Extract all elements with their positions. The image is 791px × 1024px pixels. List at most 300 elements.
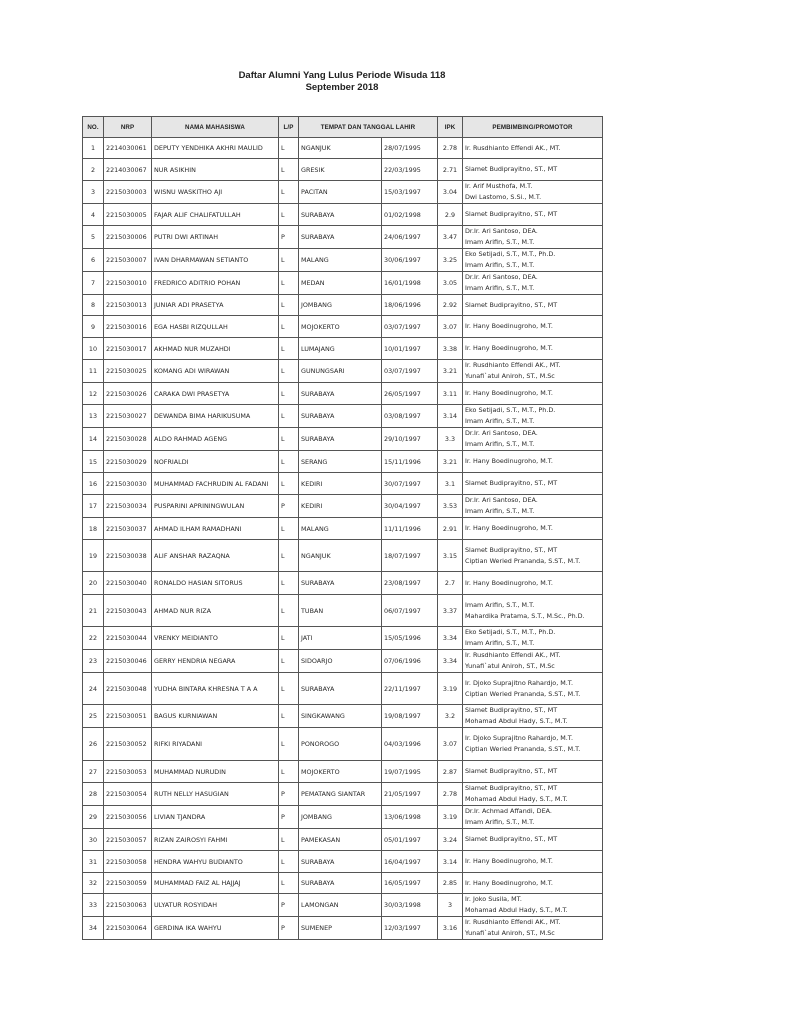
cell-ipk: 3.14 [438, 405, 463, 428]
cell-tanggal-lahir: 05/01/1997 [382, 829, 438, 851]
advisor-name: Eko Setijadi, S.T., M.T., Ph.D. [465, 628, 556, 636]
header-ttl: TEMPAT DAN TANGGAL LAHIR [299, 117, 438, 138]
cell-tanggal-lahir: 30/07/1997 [382, 473, 438, 495]
cell-lp: L [279, 181, 299, 204]
cell-no: 5 [83, 226, 104, 249]
cell-ipk: 2.78 [438, 138, 463, 159]
table-body [83, 138, 603, 940]
table-row [83, 360, 603, 383]
cell-tempat-lahir: PACITAN [299, 181, 382, 204]
table-row [83, 272, 603, 295]
cell-tempat-lahir: SIDOARJO [299, 650, 382, 673]
cell-pembimbing [463, 783, 603, 806]
cell-nrp: 2215030037 [104, 518, 152, 540]
advisor-name: Ir. Hany Boedinugroho, M.T. [465, 457, 553, 465]
cell-nrp: 2215030005 [104, 204, 152, 226]
cell-no: 2 [83, 159, 104, 181]
alumni-table [82, 116, 603, 940]
cell-nrp: 2215030026 [104, 383, 152, 405]
table-row [83, 495, 603, 518]
cell-ipk: 2.92 [438, 295, 463, 316]
cell-nrp: 2215030017 [104, 338, 152, 360]
cell-ipk: 3.19 [438, 673, 463, 705]
cell-ipk: 3.47 [438, 226, 463, 249]
table-row [83, 451, 603, 473]
advisor-name: Yunafi`atul Aniroh, ST., M.Sc [465, 929, 555, 937]
cell-tempat-lahir: NGANJUK [299, 540, 382, 572]
cell-pembimbing [463, 405, 603, 428]
cell-ipk: 3.53 [438, 495, 463, 518]
cell-no: 20 [83, 572, 104, 595]
table-header-row [83, 117, 603, 138]
cell-tempat-lahir: SINGKAWANG [299, 705, 382, 728]
table-row [83, 295, 603, 316]
cell-tanggal-lahir: 03/07/1997 [382, 316, 438, 338]
cell-nama: MUHAMMAD NURUDIN [152, 761, 279, 783]
cell-tempat-lahir: LAMONGAN [299, 894, 382, 917]
cell-nrp: 2215030052 [104, 728, 152, 761]
cell-nrp: 2215030028 [104, 428, 152, 451]
cell-tanggal-lahir: 01/02/1998 [382, 204, 438, 226]
advisor-name: Ir. Arif Musthofa, M.T. [465, 182, 533, 190]
header-lp: L/P [279, 117, 299, 138]
cell-pembimbing [463, 360, 603, 383]
cell-pembimbing [463, 728, 603, 761]
cell-ipk: 3.07 [438, 316, 463, 338]
cell-nrp: 2215030013 [104, 295, 152, 316]
cell-tanggal-lahir: 28/07/1995 [382, 138, 438, 159]
cell-tempat-lahir: SURABAYA [299, 204, 382, 226]
cell-tanggal-lahir: 23/08/1997 [382, 572, 438, 595]
cell-tanggal-lahir: 22/03/1995 [382, 159, 438, 181]
cell-ipk: 3.05 [438, 272, 463, 295]
advisor-name: Mohamad Abdul Hady, S.T., M.T. [465, 717, 568, 725]
cell-tanggal-lahir: 15/11/1996 [382, 451, 438, 473]
advisor-name: Slamet Budiprayitno, ST., MT [465, 784, 558, 792]
cell-tempat-lahir: GUNUNGSARI [299, 360, 382, 383]
cell-ipk: 3.04 [438, 181, 463, 204]
cell-nrp: 2215030007 [104, 249, 152, 272]
table-row [83, 783, 603, 806]
advisor-name: Ir. Hany Boedinugroho, M.T. [465, 524, 553, 532]
advisor-name: Dr.Ir. Ari Santoso, DEA. [465, 496, 538, 504]
cell-tempat-lahir: KEDIRI [299, 473, 382, 495]
cell-no: 25 [83, 705, 104, 728]
cell-pembimbing [463, 428, 603, 451]
cell-ipk: 3.15 [438, 540, 463, 572]
document-subtitle: September 2018 [305, 82, 379, 93]
advisor-name: Dr.Ir. Achmad Affandi, DEA. [465, 807, 552, 815]
header-nrp: NRP [104, 117, 152, 138]
cell-tanggal-lahir: 03/08/1997 [382, 405, 438, 428]
cell-tempat-lahir: SURABAYA [299, 673, 382, 705]
cell-tanggal-lahir: 03/07/1997 [382, 360, 438, 383]
cell-ipk: 3.2 [438, 705, 463, 728]
table-row [83, 316, 603, 338]
cell-tempat-lahir: SURABAYA [299, 873, 382, 894]
cell-lp: L [279, 705, 299, 728]
cell-pembimbing [463, 673, 603, 705]
cell-lp: L [279, 316, 299, 338]
cell-pembimbing [463, 473, 603, 495]
cell-pembimbing [463, 159, 603, 181]
cell-tanggal-lahir: 26/05/1997 [382, 383, 438, 405]
cell-lp: L [279, 851, 299, 873]
cell-pembimbing [463, 705, 603, 728]
cell-nrp: 2215030046 [104, 650, 152, 673]
table-row [83, 383, 603, 405]
cell-no: 34 [83, 917, 104, 940]
cell-pembimbing [463, 451, 603, 473]
table-row [83, 728, 603, 761]
cell-no: 23 [83, 650, 104, 673]
cell-nrp: 2215030034 [104, 495, 152, 518]
cell-ipk: 3.38 [438, 338, 463, 360]
cell-nama: AKHMAD NUR MUZAHDI [152, 338, 279, 360]
advisor-name: Imam Arifin, S.T., M.T. [465, 507, 535, 515]
cell-nrp: 2215030058 [104, 851, 152, 873]
cell-nrp: 2215030038 [104, 540, 152, 572]
cell-pembimbing [463, 338, 603, 360]
cell-nrp: 2215030057 [104, 829, 152, 851]
cell-lp: L [279, 138, 299, 159]
cell-lp: L [279, 518, 299, 540]
cell-tempat-lahir: MALANG [299, 249, 382, 272]
cell-tanggal-lahir: 30/04/1997 [382, 495, 438, 518]
cell-ipk: 3.11 [438, 383, 463, 405]
cell-tanggal-lahir: 19/07/1995 [382, 761, 438, 783]
cell-tempat-lahir: LUMAJANG [299, 338, 382, 360]
cell-nama: NOFRIALDI [152, 451, 279, 473]
cell-lp: L [279, 405, 299, 428]
advisor-name: Yunafi`atul Aniroh, ST., M.Sc [465, 372, 555, 380]
cell-nama: FREDRICO ADITRIO POHAN [152, 272, 279, 295]
cell-lp: L [279, 159, 299, 181]
cell-nrp: 2215030029 [104, 451, 152, 473]
cell-pembimbing [463, 295, 603, 316]
cell-tanggal-lahir: 29/10/1997 [382, 428, 438, 451]
cell-tanggal-lahir: 18/06/1996 [382, 295, 438, 316]
cell-lp: L [279, 451, 299, 473]
cell-tanggal-lahir: 30/03/1998 [382, 894, 438, 917]
cell-no: 17 [83, 495, 104, 518]
cell-nama: VRENKY MEIDIANTO [152, 627, 279, 650]
cell-tempat-lahir: JATI [299, 627, 382, 650]
cell-nrp: 2215030043 [104, 595, 152, 627]
cell-tanggal-lahir: 22/11/1997 [382, 673, 438, 705]
advisor-name: Slamet Budiprayitno, ST., MT [465, 706, 558, 714]
cell-tempat-lahir: MEDAN [299, 272, 382, 295]
advisor-name: Ir. Djoko Suprajitno Rahardjo, M.T. [465, 678, 573, 687]
cell-pembimbing [463, 806, 603, 829]
cell-pembimbing [463, 383, 603, 405]
cell-pembimbing [463, 917, 603, 940]
cell-tanggal-lahir: 13/06/1998 [382, 806, 438, 829]
advisor-name: Slamet Budiprayitno, ST., MT [465, 479, 558, 487]
cell-no: 33 [83, 894, 104, 917]
header-nama: NAMA MAHASISWA [152, 117, 279, 138]
cell-tanggal-lahir: 10/01/1997 [382, 338, 438, 360]
cell-pembimbing [463, 572, 603, 595]
cell-tempat-lahir: SURABAYA [299, 572, 382, 595]
cell-lp: L [279, 204, 299, 226]
cell-lp: L [279, 272, 299, 295]
cell-pembimbing [463, 851, 603, 873]
cell-no: 30 [83, 829, 104, 851]
cell-ipk: 3.34 [438, 650, 463, 673]
advisor-name: Dwi Lastomo, S.Si., M.T. [465, 193, 542, 201]
table-row [83, 428, 603, 451]
cell-ipk: 3.19 [438, 806, 463, 829]
advisor-name: Ir. Hany Boedinugroho, M.T. [465, 578, 553, 587]
cell-lp: L [279, 829, 299, 851]
advisor-name: Dr.Ir. Ari Santoso, DEA. [465, 273, 538, 281]
advisor-name: Ir. Rusdhianto Effendi AK., MT. [465, 143, 561, 152]
cell-pembimbing [463, 873, 603, 894]
cell-no: 29 [83, 806, 104, 829]
advisor-name: Ciptian Weried Prananda, S.ST., M.T. [465, 745, 581, 753]
cell-tempat-lahir: MALANG [299, 518, 382, 540]
table-row [83, 572, 603, 595]
table-row [83, 518, 603, 540]
cell-nama: RIFKI RIYADANI [152, 728, 279, 761]
cell-no: 26 [83, 728, 104, 761]
cell-pembimbing [463, 627, 603, 650]
cell-nrp: 2214030061 [104, 138, 152, 159]
cell-lp: L [279, 761, 299, 783]
cell-ipk: 3.25 [438, 249, 463, 272]
cell-tanggal-lahir: 11/11/1996 [382, 518, 438, 540]
cell-nama: IVAN DHARMAWAN SETIANTO [152, 249, 279, 272]
cell-pembimbing [463, 829, 603, 851]
table-row [83, 181, 603, 204]
advisor-name: Slamet Budiprayitno, ST., MT [465, 210, 558, 218]
table-row [83, 829, 603, 851]
cell-nrp: 2215030006 [104, 226, 152, 249]
cell-pembimbing [463, 226, 603, 249]
cell-tanggal-lahir: 16/05/1997 [382, 873, 438, 894]
cell-nama: RIZAN ZAIROSYI FAHMI [152, 829, 279, 851]
cell-nama: PUSPARINI APRININGWULAN [152, 495, 279, 518]
cell-tempat-lahir: PEMATANG SIANTAR [299, 783, 382, 806]
cell-lp: L [279, 728, 299, 761]
cell-tempat-lahir: SURABAYA [299, 851, 382, 873]
cell-tanggal-lahir: 24/06/1997 [382, 226, 438, 249]
cell-pembimbing [463, 316, 603, 338]
cell-pembimbing [463, 518, 603, 540]
cell-nrp: 2215030016 [104, 316, 152, 338]
cell-no: 6 [83, 249, 104, 272]
cell-no: 9 [83, 316, 104, 338]
cell-nama: AHMAD ILHAM RAMADHANI [152, 518, 279, 540]
table-row [83, 761, 603, 783]
cell-lp: L [279, 873, 299, 894]
cell-nama: GERRY HENDRIA NEGARA [152, 650, 279, 673]
cell-tanggal-lahir: 15/03/1997 [382, 181, 438, 204]
cell-no: 13 [83, 405, 104, 428]
table-row [83, 595, 603, 627]
cell-no: 24 [83, 673, 104, 705]
cell-tanggal-lahir: 12/03/1997 [382, 917, 438, 940]
cell-pembimbing [463, 650, 603, 673]
cell-nrp: 2215030064 [104, 917, 152, 940]
cell-nama: AHMAD NUR RIZA [152, 595, 279, 627]
cell-nrp: 2215030054 [104, 783, 152, 806]
cell-nama: BAGUS KURNIAWAN [152, 705, 279, 728]
cell-nrp: 2215030040 [104, 572, 152, 595]
table-row [83, 249, 603, 272]
cell-nama: NUR ASIKHIN [152, 159, 279, 181]
cell-no: 28 [83, 783, 104, 806]
cell-nama: DEWANDA BIMA HARIKUSUMA [152, 405, 279, 428]
cell-no: 14 [83, 428, 104, 451]
table-row [83, 917, 603, 940]
table-row [83, 705, 603, 728]
table-row [83, 673, 603, 705]
cell-tempat-lahir: JOMBANG [299, 295, 382, 316]
cell-no: 3 [83, 181, 104, 204]
advisor-name: Eko Setijadi, S.T., M.T., Ph.D. [465, 250, 556, 258]
cell-nrp: 2215030010 [104, 272, 152, 295]
cell-lp: P [279, 226, 299, 249]
cell-tempat-lahir: MOJOKERTO [299, 316, 382, 338]
cell-nrp: 2215030025 [104, 360, 152, 383]
advisor-name: Slamet Budiprayitno, ST., MT [465, 545, 558, 554]
cell-pembimbing [463, 894, 603, 917]
advisor-name: Yunafi`atul Aniroh, ST., M.Sc [465, 662, 555, 670]
cell-ipk: 3.16 [438, 917, 463, 940]
advisor-name: Imam Arifin, S.T., M.T. [465, 284, 535, 292]
table-row [83, 627, 603, 650]
cell-tanggal-lahir: 06/07/1997 [382, 595, 438, 627]
cell-ipk: 3.14 [438, 851, 463, 873]
cell-lp: L [279, 360, 299, 383]
cell-nama: LIVIAN TJANDRA [152, 806, 279, 829]
cell-tempat-lahir: JOMBANG [299, 806, 382, 829]
table-row [83, 650, 603, 673]
advisor-name: Dr.Ir. Ari Santoso, DEA. [465, 429, 538, 437]
cell-nama: PUTRI DWI ARTINAH [152, 226, 279, 249]
header-pembimbing: PEMBIMBING/PROMOTOR [463, 117, 603, 138]
advisor-name: Imam Arifin, S.T., M.T. [465, 238, 535, 246]
cell-no: 10 [83, 338, 104, 360]
cell-tanggal-lahir: 18/07/1997 [382, 540, 438, 572]
cell-ipk: 3.07 [438, 728, 463, 761]
advisor-name: Ir. Hany Boedinugroho, M.T. [465, 322, 553, 330]
cell-ipk: 3.37 [438, 595, 463, 627]
cell-lp: L [279, 338, 299, 360]
cell-pembimbing [463, 595, 603, 627]
cell-no: 16 [83, 473, 104, 495]
header-ipk: IPK [438, 117, 463, 138]
advisor-name: Ir. Rusdhianto Effendi AK., MT. [465, 361, 561, 369]
cell-ipk: 2.71 [438, 159, 463, 181]
cell-ipk: 2.78 [438, 783, 463, 806]
advisor-name: Ir. Rusdhianto Effendi AK., MT. [465, 651, 561, 659]
table-row [83, 851, 603, 873]
cell-ipk: 2.87 [438, 761, 463, 783]
cell-lp: L [279, 540, 299, 572]
advisor-name: Ir. Joko Susila, MT. [465, 895, 522, 903]
advisor-name: Ir. Djoko Suprajitno Rahardjo, M.T. [465, 734, 573, 742]
cell-tempat-lahir: SURABAYA [299, 226, 382, 249]
cell-pembimbing [463, 761, 603, 783]
cell-tempat-lahir: SURABAYA [299, 383, 382, 405]
cell-tanggal-lahir: 16/01/1998 [382, 272, 438, 295]
cell-ipk: 3.34 [438, 627, 463, 650]
cell-lp: P [279, 806, 299, 829]
cell-no: 1 [83, 138, 104, 159]
cell-no: 4 [83, 204, 104, 226]
cell-lp: L [279, 249, 299, 272]
cell-lp: P [279, 894, 299, 917]
cell-ipk: 2.91 [438, 518, 463, 540]
table-row [83, 473, 603, 495]
cell-nama: GERDINA IKA WAHYU [152, 917, 279, 940]
advisor-name: Slamet Budiprayitno, ST., MT [465, 835, 558, 843]
document-title: Daftar Alumni Yang Lulus Periode Wisuda 118 [238, 70, 446, 81]
cell-ipk: 3.3 [438, 428, 463, 451]
cell-nama: JUNIAR ADI PRASETYA [152, 295, 279, 316]
cell-tempat-lahir: SERANG [299, 451, 382, 473]
cell-tempat-lahir: SURABAYA [299, 405, 382, 428]
cell-nama: RONALDO HASIAN SITORUS [152, 572, 279, 595]
cell-tanggal-lahir: 19/08/1997 [382, 705, 438, 728]
cell-nama: ULYATUR ROSYIDAH [152, 894, 279, 917]
cell-nama: MUHAMMAD FAIZ AL HAJJAJ [152, 873, 279, 894]
cell-nrp: 2215030030 [104, 473, 152, 495]
cell-nama: FAJAR ALIF CHALIFATULLAH [152, 204, 279, 226]
cell-nrp: 2215030048 [104, 673, 152, 705]
advisor-name: Slamet Budiprayitno, ST., MT [465, 767, 558, 775]
table-row [83, 138, 603, 159]
cell-no: 31 [83, 851, 104, 873]
cell-tempat-lahir: PAMEKASAN [299, 829, 382, 851]
cell-lp: P [279, 783, 299, 806]
cell-lp: L [279, 428, 299, 451]
cell-tempat-lahir: TUBAN [299, 595, 382, 627]
cell-tempat-lahir: SURABAYA [299, 428, 382, 451]
advisor-name: Ir. Rusdhianto Effendi AK., MT. [465, 918, 561, 926]
cell-ipk: 3 [438, 894, 463, 917]
table-row [83, 159, 603, 181]
cell-nrp: 2214030067 [104, 159, 152, 181]
cell-nama: MUHAMMAD FACHRUDIN AL FADANI [152, 473, 279, 495]
cell-nrp: 2215030063 [104, 894, 152, 917]
cell-nama: WISNU WASKITHO AJI [152, 181, 279, 204]
advisor-name: Imam Arifin, S.T., M.T. [465, 261, 535, 269]
cell-nrp: 2215030051 [104, 705, 152, 728]
cell-tanggal-lahir: 07/06/1996 [382, 650, 438, 673]
advisor-name: Mahardika Pratama, S.T., M.Sc., Ph.D. [465, 611, 585, 620]
advisor-name: Mohamad Abdul Hady, S.T., M.T. [465, 795, 568, 803]
table-row [83, 405, 603, 428]
cell-no: 7 [83, 272, 104, 295]
cell-nama: YUDHA BINTARA KHRESNA T A A [152, 673, 279, 705]
table-row [83, 806, 603, 829]
advisor-name: Imam Arifin, S.T., M.T. [465, 818, 535, 826]
cell-no: 22 [83, 627, 104, 650]
advisor-name: Dr.Ir. Ari Santoso, DEA. [465, 227, 538, 235]
table-row [83, 226, 603, 249]
cell-tanggal-lahir: 15/05/1996 [382, 627, 438, 650]
cell-nama: DEPUTY YENDHIKA AKHRI MAULID [152, 138, 279, 159]
cell-tanggal-lahir: 21/05/1997 [382, 783, 438, 806]
cell-tanggal-lahir: 30/06/1997 [382, 249, 438, 272]
advisor-name: Ciptian Weried Prananda, S.ST., M.T. [465, 689, 581, 698]
table-row [83, 338, 603, 360]
cell-tanggal-lahir: 04/03/1996 [382, 728, 438, 761]
